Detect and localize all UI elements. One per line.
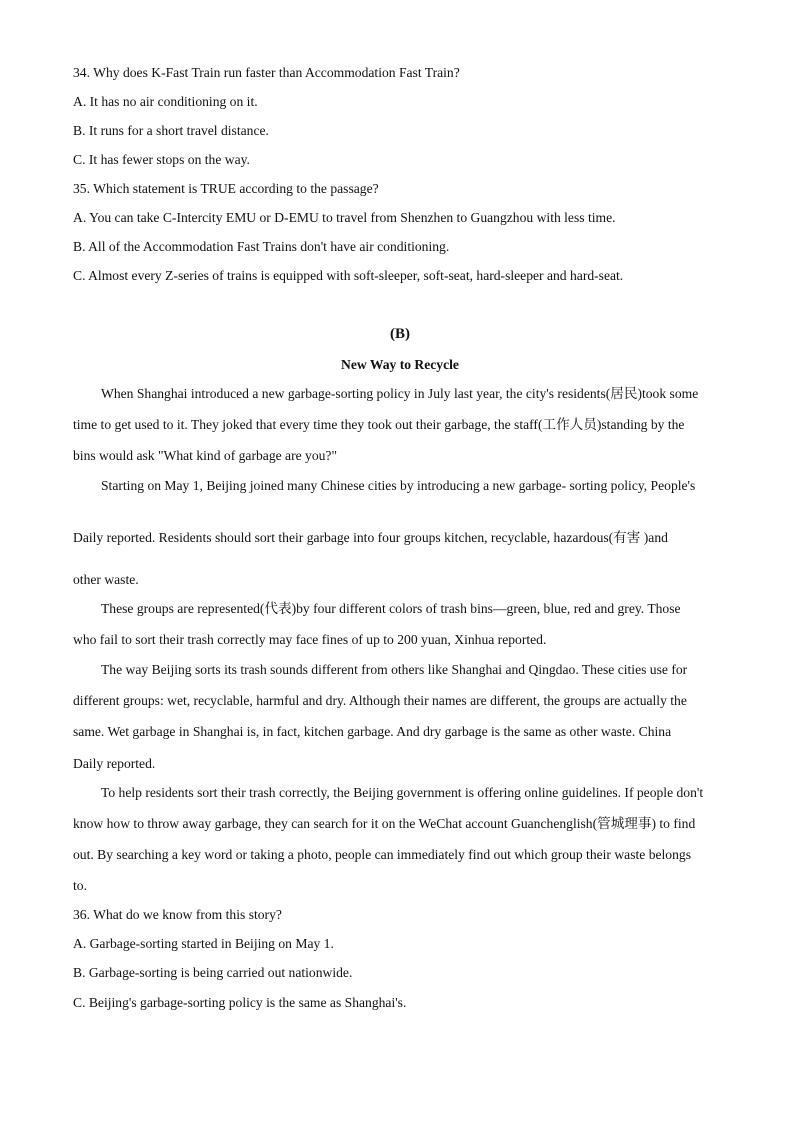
question-36-option-a: A. Garbage-sorting started in Beijing on May 1. — [73, 936, 334, 951]
paragraph-4-line: Daily reported. — [73, 756, 156, 771]
paragraph-5-line: know how to throw away garbage, they can search for it on the WeChat account Guanchenglish(管城理事) to find — [73, 816, 696, 831]
passage-title: New Way to Recycle — [341, 357, 459, 372]
paragraph-1-line: bins would ask "What kind of garbage are you?" — [73, 448, 338, 463]
paragraph-5-line: out. By searching a key word or taking a photo, people can immediately find out which group their waste belongs — [73, 847, 691, 862]
question-35-option-a: A. You can take C-Intercity EMU or D-EMU to travel from Shenzhen to Guangzhou with less time. — [73, 210, 616, 225]
question-36-option-c: C. Beijing's garbage-sorting policy is the same as Shanghai's. — [73, 995, 407, 1010]
paragraph-3-line: These groups are represented(代表)by four different colors of trash bins—green, blue, red and grey. Those — [101, 601, 681, 616]
paragraph-4-line: The way Beijing sorts its trash sounds different from others like Shanghai and Qingdao. These cities use for — [101, 662, 688, 677]
paragraph-2-line: Starting on May 1, Beijing joined many Chinese cities by introducing a new garbage- sorting policy, People's — [101, 478, 696, 493]
paragraph-5-line: to. — [73, 878, 87, 893]
question-36-stem: 36. What do we know from this story? — [73, 907, 282, 922]
question-35-stem: 35. Which statement is TRUE according to the passage? — [73, 181, 379, 196]
section-label: (B) — [390, 326, 410, 342]
paragraph-2-line: other waste. — [73, 572, 139, 587]
question-34-option-a: A. It has no air conditioning on it. — [73, 94, 258, 109]
paragraph-2-line: Daily reported. Residents should sort their garbage into four groups kitchen, recyclable, hazardous(有害 )and — [73, 530, 668, 545]
question-34-option-c: C. It has fewer stops on the way. — [73, 152, 250, 167]
paragraph-5-line: To help residents sort their trash correctly, the Beijing government is offering online guidelines. If people don't — [101, 785, 704, 800]
question-36-option-b: B. Garbage-sorting is being carried out nationwide. — [73, 965, 353, 980]
question-34-stem: 34. Why does K-Fast Train run faster than Accommodation Fast Train? — [73, 65, 460, 80]
question-35-option-c: C. Almost every Z-series of trains is equipped with soft-sleeper, soft-seat, hard-sleeper and hard-seat. — [73, 268, 624, 283]
paragraph-4-line: different groups: wet, recyclable, harmful and dry. Although their names are different, the groups are actually the — [73, 693, 687, 708]
paragraph-1-line: time to get used to it. They joked that every time they took out their garbage, the staff(工作人员)standing by the — [73, 417, 685, 432]
paragraph-1-line: When Shanghai introduced a new garbage-sorting policy in July last year, the city's residents(居民)took some — [101, 386, 699, 401]
question-34-option-b: B. It runs for a short travel distance. — [73, 123, 269, 138]
question-35-option-b: B. All of the Accommodation Fast Trains don't have air conditioning. — [73, 239, 450, 254]
paragraph-4-line: same. Wet garbage in Shanghai is, in fact, kitchen garbage. And dry garbage is the same as other waste. China — [73, 724, 672, 739]
paragraph-3-line: who fail to sort their trash correctly may face fines of up to 200 yuan, Xinhua reported. — [73, 632, 547, 647]
